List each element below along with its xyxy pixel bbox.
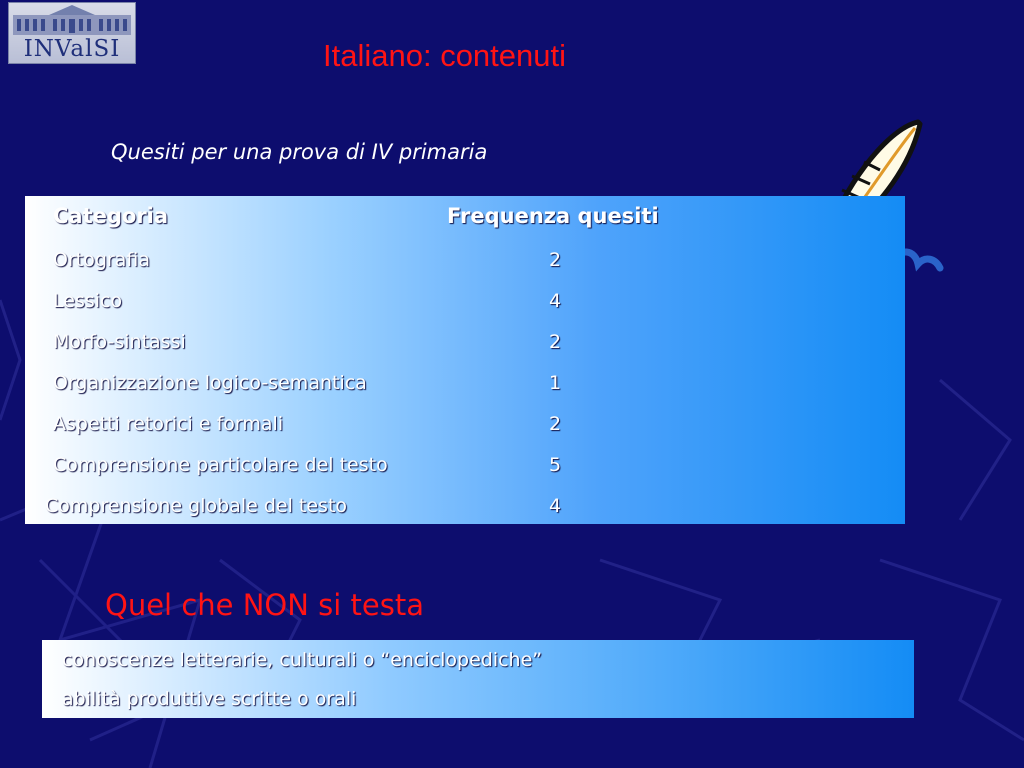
row-frequency: 4	[549, 495, 562, 517]
table-row	[25, 331, 905, 372]
row-category: Comprensione globale del testo	[45, 495, 348, 517]
table-row	[25, 290, 905, 331]
table-row	[25, 454, 905, 495]
table-row	[25, 413, 905, 454]
row-frequency: 2	[549, 331, 562, 353]
row-category: Lessico	[53, 290, 123, 312]
table-header-row	[25, 204, 905, 245]
table-row	[25, 249, 905, 290]
row-frequency: 4	[549, 290, 562, 312]
logo-text: INValSI	[23, 36, 121, 62]
row-category: Organizzazione logico-semantica	[53, 372, 367, 394]
page-title: Italiano: contenuti	[323, 38, 567, 73]
list-item: abilità produttive scritte o orali	[62, 688, 357, 710]
frequency-table	[25, 196, 905, 524]
header-frequency: Frequenza quesiti	[447, 204, 659, 228]
not-tested-title: Quel che NON si testa	[105, 588, 424, 622]
invalsi-logo	[8, 2, 136, 64]
building-logo-icon	[9, 3, 135, 37]
table-row	[25, 372, 905, 413]
list-item: conoscenze letterarie, culturali o “enciclopediche”	[62, 649, 543, 671]
row-frequency: 5	[549, 454, 562, 476]
not-tested-list	[42, 640, 914, 718]
row-category: Morfo-sintassi	[53, 331, 186, 353]
row-frequency: 2	[549, 249, 562, 271]
table-row	[25, 495, 905, 536]
page-subtitle: Quesiti per una prova di IV primaria	[111, 140, 488, 164]
row-category: Ortografia	[53, 249, 150, 271]
header-category: Categoria	[53, 204, 169, 228]
row-category: Comprensione particolare del testo	[53, 454, 388, 476]
row-frequency: 1	[549, 372, 562, 394]
row-frequency: 2	[549, 413, 562, 435]
row-category: Aspetti retorici e formali	[53, 413, 284, 435]
